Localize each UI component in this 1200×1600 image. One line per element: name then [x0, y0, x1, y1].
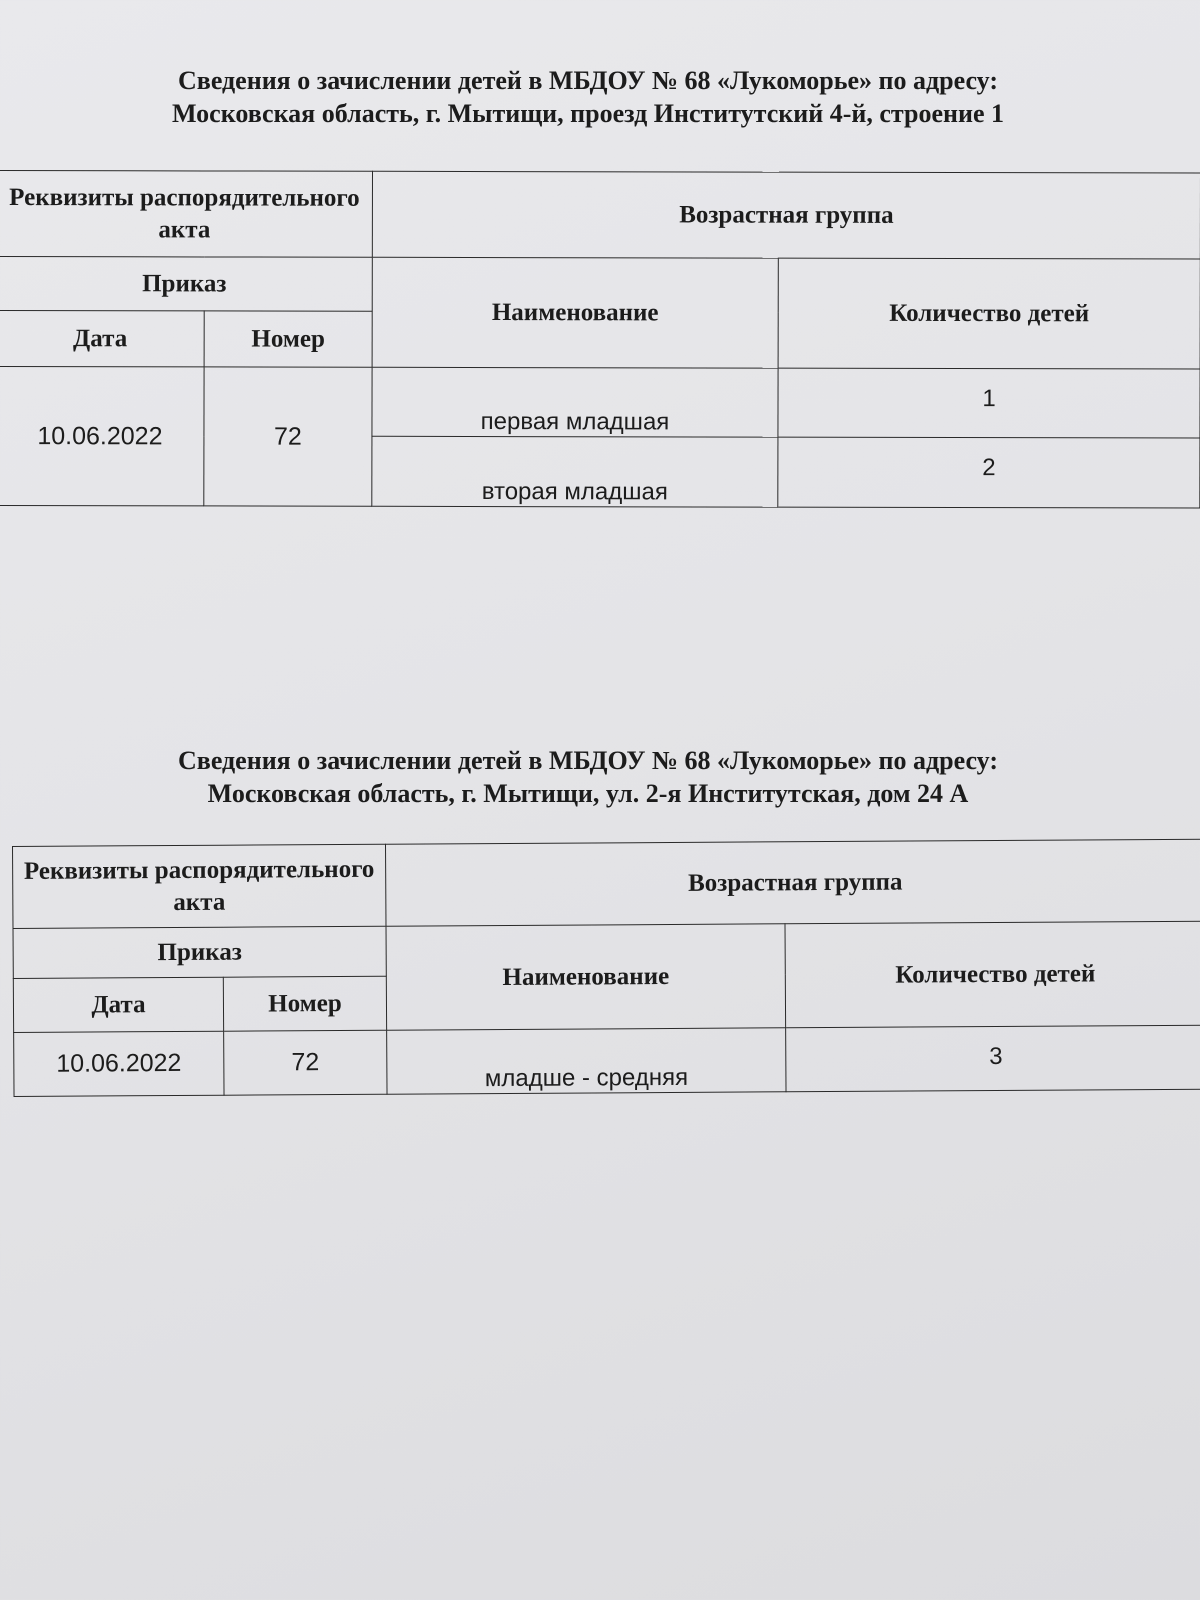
section-2-title-line-1: Сведения о зачислении детей в МБДОУ № 68 «Лукоморье» по адресу:: [178, 746, 998, 775]
section-2-enrollment-table: [12, 839, 1200, 1097]
header-age-group: Возрастная группа: [386, 839, 1200, 926]
header-children-count: Количество детей: [778, 258, 1200, 369]
order-date: 10.06.2022: [14, 1031, 224, 1096]
header-age-group: Возрастная группа: [372, 171, 1200, 259]
header-number: Номер: [223, 976, 386, 1031]
order-date: 10.06.2022: [0, 367, 204, 506]
section-1-title-line-1: Сведения о зачислении детей в МБДОУ № 68 «Лукоморье» по адресу:: [178, 66, 998, 95]
table-row: [14, 1025, 1200, 1096]
header-children-count: Количество детей: [785, 921, 1200, 1028]
header-name: Наименование: [386, 924, 786, 1030]
children-count: 2: [778, 437, 1200, 508]
header-date: Дата: [13, 977, 223, 1032]
order-number: 72: [224, 1030, 387, 1095]
section-1-title: [0, 64, 1188, 130]
header-order: Приказ: [13, 926, 386, 978]
header-requisites: Реквизиты распорядительного акта: [0, 171, 373, 258]
header-requisites: Реквизиты распорядительного акта: [13, 844, 387, 928]
children-count: 3: [786, 1025, 1200, 1092]
header-date: Дата: [0, 311, 204, 367]
header-name: Наименование: [372, 257, 778, 368]
header-order: Приказ: [0, 257, 372, 312]
section-2-title: [0, 744, 1188, 810]
table-row: [0, 367, 1200, 439]
section-1-enrollment-table: [0, 170, 1200, 509]
section-2-title-line-2: Московская область, г. Мытищи, ул. 2-я Институтская, дом 24 А: [207, 779, 969, 808]
order-number: 72: [204, 367, 372, 506]
age-group-name: первая младшая: [372, 367, 778, 437]
section-1-title-line-2: Московская область, г. Мытищи, проезд Институтский 4-й, строение 1: [171, 99, 1005, 128]
children-count: 1: [778, 368, 1200, 438]
age-group-name: вторая младшая: [372, 436, 778, 507]
age-group-name: младше - средняя: [387, 1028, 786, 1094]
header-number: Номер: [204, 311, 372, 367]
